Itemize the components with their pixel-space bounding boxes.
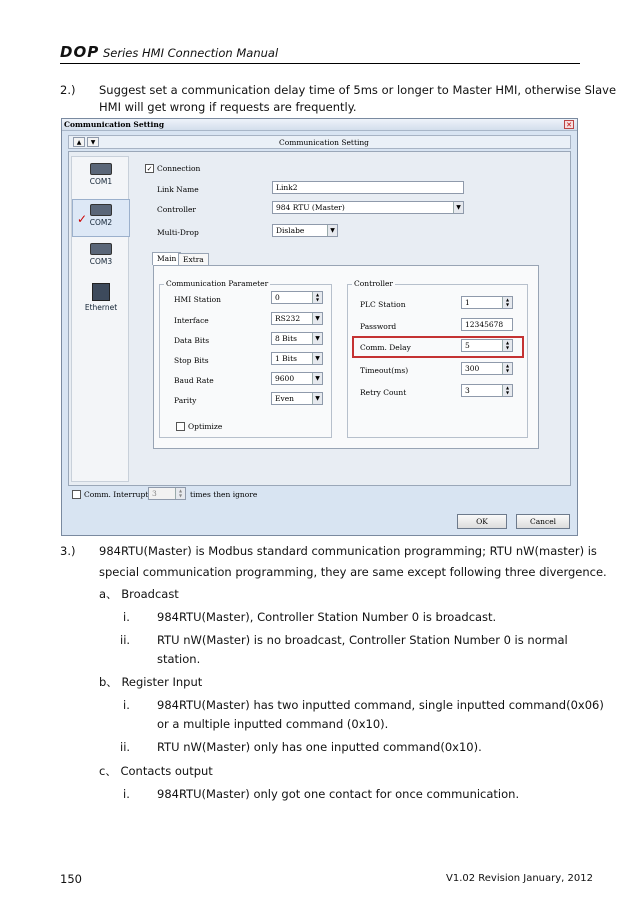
sidebar-item-label: COM2	[89, 218, 113, 227]
password-label: Password	[360, 322, 397, 331]
subitem-b-i-line2: or a multiple inputted command (0x10).	[157, 717, 389, 731]
serial-port-icon	[90, 243, 112, 255]
sidebar-item-ethernet[interactable]	[72, 279, 130, 323]
subitem-c-label: c、 Contacts output	[99, 764, 213, 778]
sidebar-item-label: COM1	[89, 177, 113, 186]
comm-delay-label: Comm. Delay	[360, 343, 411, 352]
main-tab-body	[153, 265, 539, 449]
spinner-arrows-icon: ▲ ▼	[312, 292, 322, 303]
serial-port-icon	[90, 204, 112, 216]
comm-delay-value: 5	[465, 341, 470, 350]
parity-value: Even	[275, 394, 294, 403]
cancel-button[interactable]: Cancel	[516, 514, 570, 529]
multidrop-value: Dislabe	[276, 226, 305, 235]
timeout-value: 300	[465, 364, 480, 373]
dialog-titlebar	[62, 119, 577, 131]
hmi-station-spinner[interactable]	[271, 291, 323, 304]
connection-checkbox[interactable]: ✓	[146, 165, 153, 173]
spinner-arrows-icon: ▲ ▼	[502, 340, 512, 351]
parity-label: Parity	[174, 396, 197, 405]
item-2-number: 2.)	[60, 83, 76, 97]
arrow-down-icon[interactable]: ▼	[87, 137, 99, 147]
port-sidebar	[71, 156, 129, 482]
subitem-b-ii-text: RTU nW(Master) only has one inputted command(0x10).	[157, 740, 482, 754]
subitem-b-i-number: i.	[123, 698, 130, 712]
revision-text: V1.02 Revision January, 2012	[446, 873, 593, 884]
subitem-a-ii-line1: RTU nW(Master) is no broadcast, Controller Station Number 0 is normal	[157, 633, 568, 647]
chevron-down-icon: ▼	[312, 393, 322, 404]
subitem-c-i-number: i.	[123, 787, 130, 801]
dialog-title: Communication Setting	[64, 120, 165, 129]
timeout-spinner[interactable]	[461, 362, 513, 375]
inner-titlebar	[68, 135, 571, 149]
stop-bits-value: 1 Bits	[275, 354, 297, 363]
arrow-up-icon[interactable]: ▲	[73, 137, 85, 147]
chevron-down-icon: ▼	[312, 353, 322, 364]
plc-station-value: 1	[465, 298, 470, 307]
chevron-down-icon: ▼	[312, 373, 322, 384]
item-3-number: 3.)	[60, 544, 76, 558]
data-bits-label: Data Bits	[174, 336, 210, 345]
sidebar-item-com3[interactable]	[72, 239, 130, 277]
chevron-down-icon: ▼	[312, 333, 322, 344]
subitem-a-i-text: 984RTU(Master), Controller Station Number 0 is broadcast.	[157, 610, 497, 624]
subitem-a-ii-line2: station.	[157, 652, 201, 666]
subitem-a-i-number: i.	[123, 610, 130, 624]
subitem-b-ii-number: ii.	[120, 740, 131, 754]
comm-interrupt-checkbox[interactable]	[72, 490, 81, 499]
password-input[interactable]: 12345678	[461, 318, 513, 331]
controller-select[interactable]	[272, 201, 464, 214]
subitem-b-label: b、 Register Input	[99, 675, 203, 689]
chevron-down-icon: ▼	[327, 225, 337, 236]
baud-rate-label: Baud Rate	[174, 376, 214, 385]
sidebar-item-label: Ethernet	[84, 303, 118, 312]
connection-label: Connection	[157, 164, 201, 173]
data-bits-value: 8 Bits	[275, 334, 297, 343]
subitem-c-i-text: 984RTU(Master) only got one contact for once communication.	[157, 787, 520, 801]
parity-select[interactable]	[271, 392, 323, 405]
tab-main[interactable]: Main	[152, 252, 181, 265]
tab-extra[interactable]: Extra	[178, 253, 209, 266]
item-2-line1: Suggest set a communication delay time of 5ms or longer to Master HMI, otherwise Slave	[99, 83, 617, 97]
check-icon: ✓	[77, 212, 88, 226]
subitem-a-ii-number: ii.	[120, 633, 131, 647]
baud-rate-select[interactable]	[271, 372, 323, 385]
link-name-label: Link Name	[157, 185, 199, 194]
hmi-station-label: HMI Station	[174, 295, 221, 304]
optimize-checkbox[interactable]	[176, 422, 185, 431]
retry-count-spinner[interactable]	[461, 384, 513, 397]
spinner-arrows-icon: ▲ ▼	[175, 488, 185, 499]
link-name-input[interactable]: Link2	[272, 181, 464, 194]
header-title: Series HMI Connection Manual	[103, 46, 279, 60]
spinner-arrows-icon: ▲ ▼	[502, 385, 512, 396]
inner-title: Communication Setting	[279, 138, 369, 147]
comm-parameter-group	[159, 279, 332, 438]
retry-count-value: 3	[465, 386, 470, 395]
interface-select[interactable]	[271, 312, 323, 325]
plc-station-label: PLC Station	[360, 300, 406, 309]
controller-group	[347, 279, 528, 438]
subitem-b-i-line1: 984RTU(Master) has two inputted command, single inputted command(0x06)	[157, 698, 604, 712]
spinner-arrows-icon: ▲ ▼	[502, 297, 512, 308]
controller-group-title: Controller	[354, 279, 394, 288]
item-3-line2: special communication programming, they are same except following three divergence.	[99, 565, 607, 579]
page-header	[60, 42, 580, 64]
optimize-label: Optimize	[188, 422, 223, 431]
dop-logo: DOP	[60, 43, 100, 61]
ethernet-icon	[92, 283, 110, 301]
comm-interrupt-label: Comm. Interrupt	[84, 490, 149, 499]
controller-value: 984 RTU (Master)	[276, 203, 345, 212]
comm-interrupt-spinner[interactable]	[148, 487, 186, 500]
page-number: 150	[60, 872, 82, 886]
multidrop-label: Multi-Drop	[157, 228, 199, 237]
comm-parameter-title: Communication Parameter	[166, 279, 269, 288]
close-icon[interactable]: ✕	[564, 120, 574, 129]
stop-bits-select[interactable]	[271, 352, 323, 365]
data-bits-select[interactable]	[271, 332, 323, 345]
comm-delay-spinner[interactable]	[461, 339, 513, 352]
interface-label: Interface	[174, 316, 209, 325]
plc-station-spinner[interactable]	[461, 296, 513, 309]
hmi-station-value: 0	[275, 293, 280, 302]
baud-rate-value: 9600	[275, 374, 295, 383]
spinner-arrows-icon: ▲ ▼	[502, 363, 512, 374]
interface-value: RS232	[275, 314, 301, 323]
sidebar-item-label: COM3	[89, 257, 113, 266]
ok-button[interactable]: OK	[457, 514, 507, 529]
timeout-label: Timeout(ms)	[360, 366, 409, 375]
subitem-a-label: a、 Broadcast	[99, 587, 179, 601]
sidebar-item-com1[interactable]	[72, 159, 130, 197]
communication-setting-dialog	[61, 118, 578, 536]
item-3-line1: 984RTU(Master) is Modbus standard communication programming; RTU nW(master) is	[99, 544, 597, 558]
comm-interrupt-value: 3	[152, 489, 157, 498]
multidrop-select[interactable]	[272, 224, 338, 237]
chevron-down-icon: ▼	[312, 313, 322, 324]
times-label: times then ignore	[190, 490, 258, 499]
sidebar-item-com2[interactable]	[72, 199, 130, 237]
retry-count-label: Retry Count	[360, 388, 407, 397]
chevron-down-icon: ▼	[453, 202, 463, 213]
controller-label: Controller	[157, 205, 197, 214]
stop-bits-label: Stop Bits	[174, 356, 209, 365]
serial-port-icon	[90, 163, 112, 175]
item-2-line2: HMI will get wrong if requests are frequently.	[99, 100, 357, 114]
